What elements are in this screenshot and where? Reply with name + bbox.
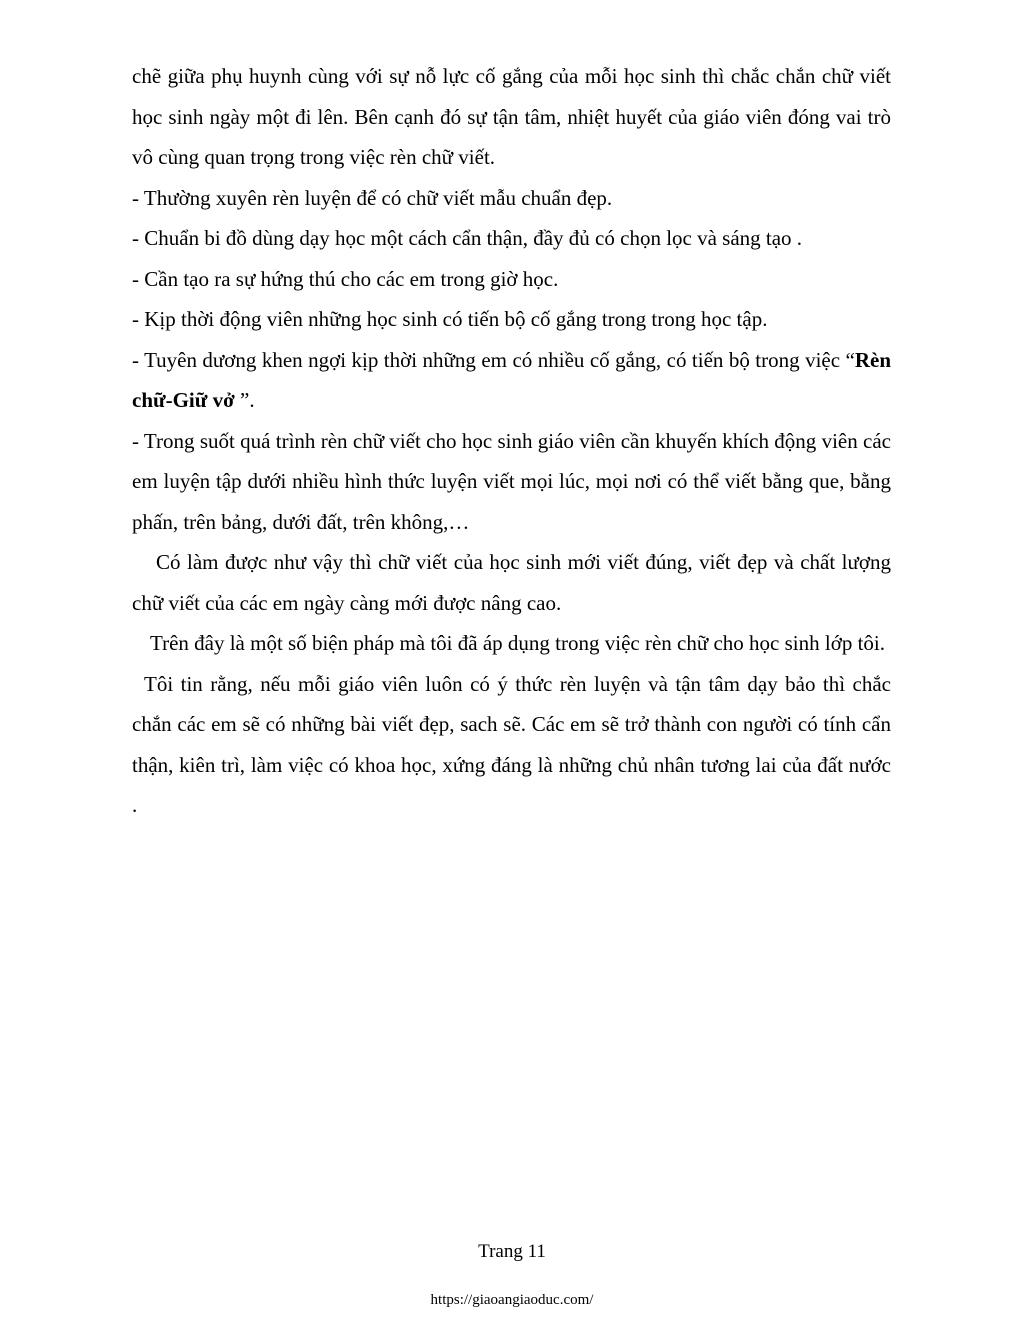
paragraph-summary: Trên đây là một số biện pháp mà tôi đã áp dụng trong việc rèn chữ cho học sinh lớp tôi. <box>150 631 885 655</box>
list-item-practice: - Thường xuyên rèn luyện để có chữ viết mẫu chuẩn đẹp. <box>132 185 613 210</box>
list-item-encourage: - Kịp thời động viên những học sinh có tiến bộ cố gắng trong trong học tập. <box>132 307 768 331</box>
page-number: Trang 11 <box>478 1241 546 1262</box>
list-item-prepare: - Chuẩn bi đồ dùng dạy học một cách cẩn thận, đầy đủ có chọn lọc và sáng tạo . <box>132 226 803 250</box>
paragraph-conclusion: Tôi tin rằng, nếu mỗi giáo viên luôn có ý thức rèn luyện và tận tâm dạy bảo thì chắc chắn các em sẽ có những bài viết đẹp, sach sẽ. Các em sẽ trở thành con người có tính cẩn thận, kiên trì, làm việc có khoa học, xứng đáng là những chủ nhân tương lai của đất nước . <box>132 671 891 817</box>
praise-text-after: ”. <box>234 388 255 412</box>
footer-url: https://giaoangiaoduc.com/ <box>430 1292 594 1308</box>
praise-bold-title: Rèn chữ-Giữ vở <box>132 347 891 412</box>
list-item-interest: - Cần tạo ra sự hứng thú cho các em trong giờ học. <box>132 266 559 291</box>
praise-text-before: - Tuyên dương khen ngợi kịp thời những em có nhiều cố gắng, có tiến bộ trong việc “ <box>132 347 855 372</box>
paragraph-result: Có làm được như vậy thì chữ viết của học sinh mới viết đúng, viết đẹp và chất lượng chữ viết của các em ngày càng mới được nâng cao. <box>132 550 891 615</box>
document-body <box>132 56 891 826</box>
list-item-practice-forms: - Trong suốt quá trình rèn chữ viết cho học sinh giáo viên cần khuyến khích động viên các em luyện tập dưới nhiều hình thức luyện viết mọi lúc, mọi nơi có thể viết bằng que, bằng phấn, trên bảng, dưới đất, trên không,… <box>132 428 891 534</box>
list-item-praise <box>132 340 891 421</box>
paragraph-intro: chẽ giữa phụ huynh cùng với sự nỗ lực cố gắng của mỗi học sinh thì chắc chắn chữ viết học sinh ngày một đi lên. Bên cạnh đó sự tận tâm, nhiệt huyết của giáo viên đóng vai trò vô cùng quan trọng trong việc rèn chữ viết. <box>132 64 891 169</box>
